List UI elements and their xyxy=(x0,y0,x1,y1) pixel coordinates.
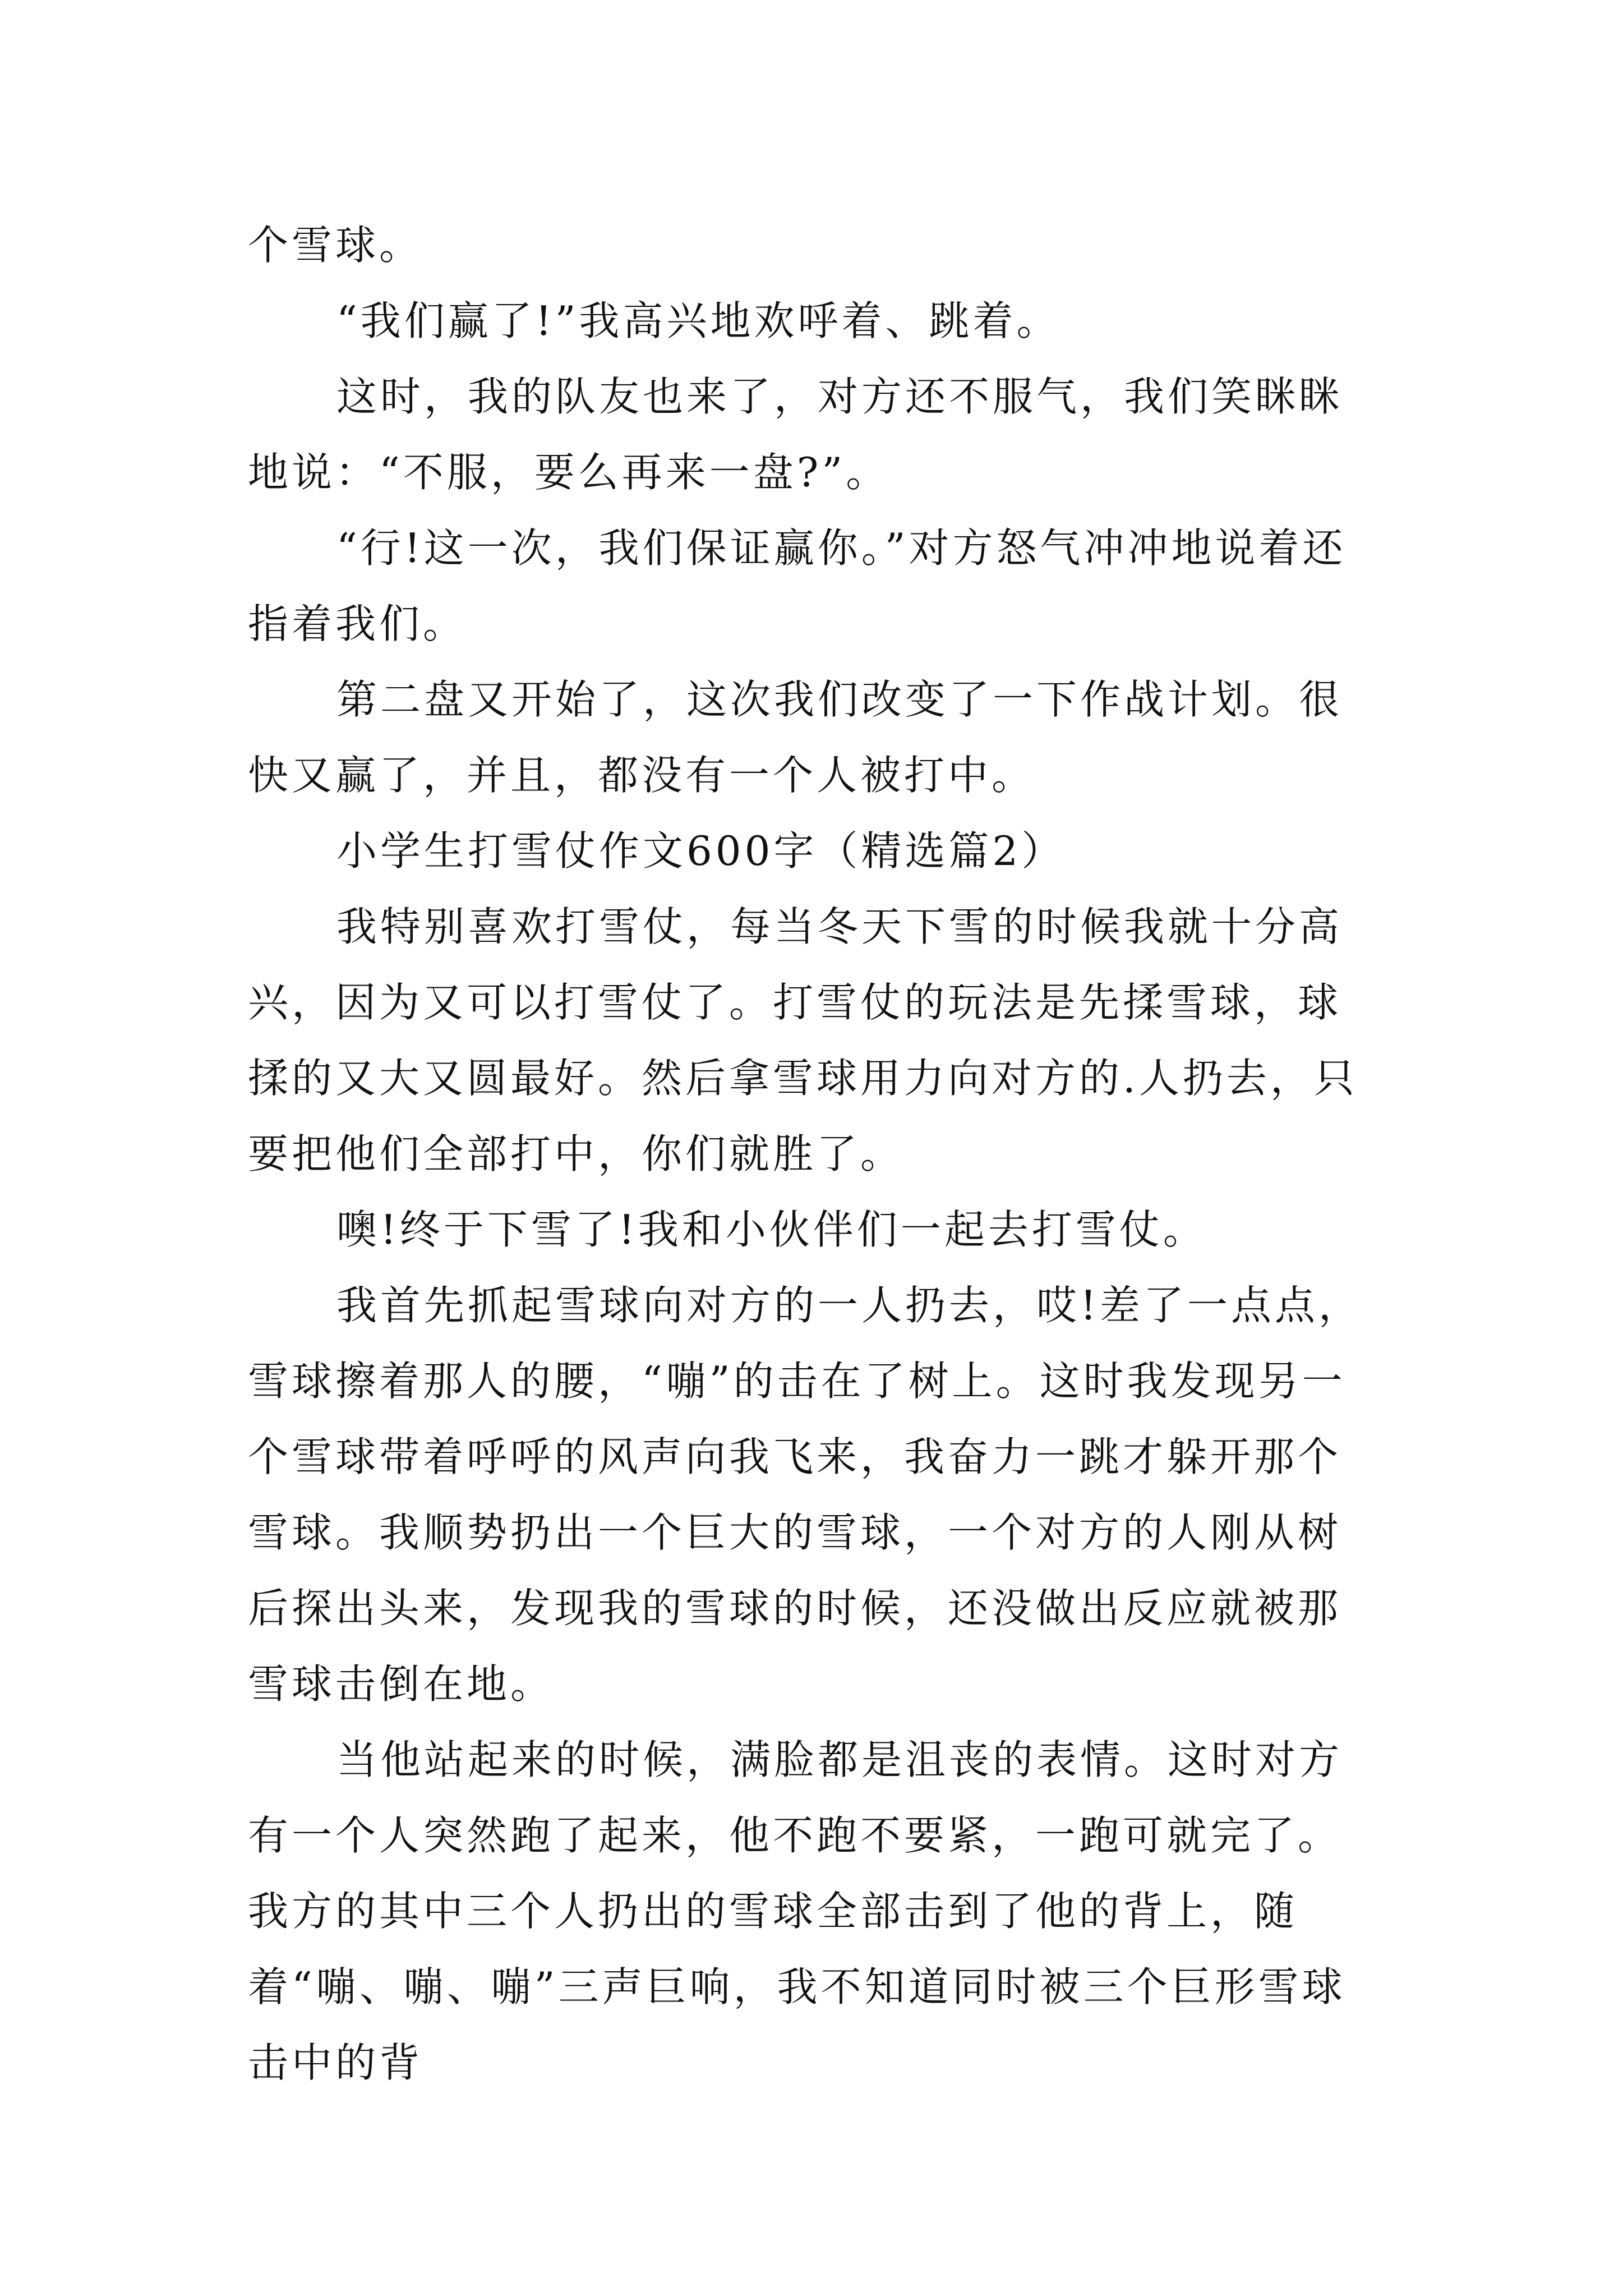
paragraph: 当他站起来的时候，满脸都是沮丧的表情。这时对方有一个人突然跑了起来，他不跑不要紧，一跑可就完了。我方的其中三个人扔出的雪球全部击到了他的背上，随着“嘣、嘣、嘣”三声巨响，我不知道同时被三个巨形雪球击中的背 xyxy=(248,1736,1346,2086)
paragraph: “行!这一次，我们保证赢你。”对方怒气冲冲地说着还指着我们。 xyxy=(248,524,1347,647)
paragraph: 个雪球。 xyxy=(248,222,423,269)
paragraph: 我特别喜欢打雪仗，每当冬天下雪的时候我就十分高兴，因为又可以打雪仗了。打雪仗的玩法是先揉雪球，球揉的又大又圆最好。然后拿雪球用力向对方的.人扔去，只要把他们全部打中，你们就胜了。 xyxy=(248,903,1358,1177)
paragraph: 我首先抓起雪球向对方的一人扔去，哎!差了一点点，雪球擦着那人的腰，“嘣”的击在了树上。这时我发现另一个雪球带着呼呼的风声向我飞来，我奋力一跳才躲开那个雪球。我顺势扔出一个巨大的雪球，一个对方的人刚从树后探出头来，发现我的雪球的时候，还没做出反应就被那雪球击倒在地。 xyxy=(248,1282,1362,1708)
paragraph: “我们赢了!”我高兴地欢呼着、跳着。 xyxy=(336,297,1061,344)
paragraph: 噢!终于下雪了!我和小伙伴们一起去打雪仗。 xyxy=(336,1206,1207,1253)
paragraph: 第二盘又开始了，这次我们改变了一下作战计划。很快又赢了，并且，都没有一个人被打中。 xyxy=(248,676,1343,799)
document-body xyxy=(248,208,1384,2101)
paragraph: 这时，我的队友也来了，对方还不服气，我们笑眯眯地说：“不服，要么再来一盘?”。 xyxy=(248,373,1343,496)
section-heading: 小学生打雪仗作文600字（精选篇2） xyxy=(336,827,1066,875)
